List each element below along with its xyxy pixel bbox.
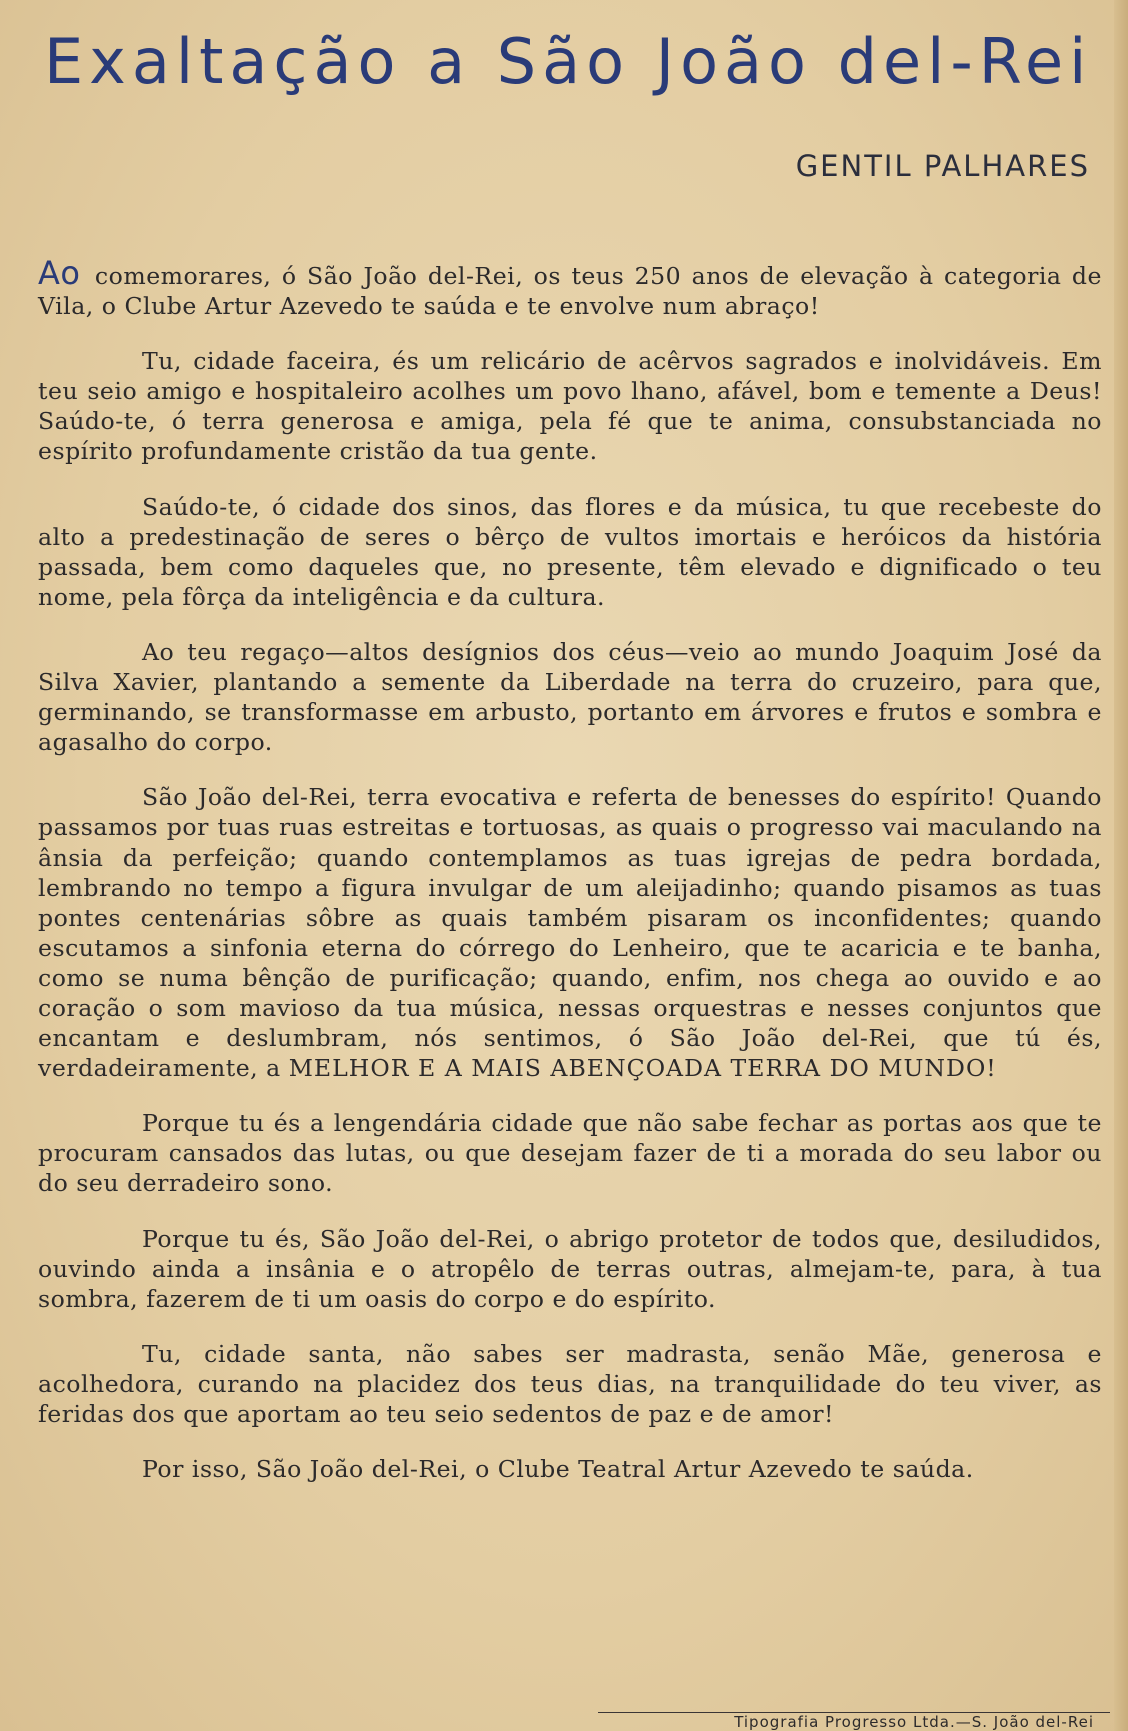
paragraph-7: Porque tu és, São João del-Rei, o abrigo protetor de todos que, desiludidos, ouvindo ainda a insânia e o atropêlo de terras outras, almejam-te, para, à tua sombra, fazerem de ti um oasis do corpo e do espírito.: [38, 1224, 1102, 1313]
paragraph-5-text: São João del-Rei, terra evocativa e referta de benesses do espírito! Quando passamos por tuas ruas estreitas e tortuosas, as quais o progresso vai maculando na ânsia da perfeição; quando contemplamos as tuas igrejas de pedra bordada, lembrando no tempo a figura invulgar de um aleijadinho; quando pisamos as tuas pontes centenárias sôbre as quais também pisaram os inconfidentes; quando escutamos a sinfonia eterna do córrego do Lenheiro, que te acaricia e te banha, como se numa bênção de purificação; quando, enfim, nos chega ao ouvido e ao coração o som mavioso da tua música, nessas orquestras e nesses conjuntos que encantam e deslumbram, nós sentimos, ó São João del-Rei, que tú és, verdadeiramente, a: [38, 783, 1102, 1083]
paragraph-5-emphasis: MELHOR E A MAIS ABENÇOADA TERRA DO MUNDO!: [288, 1054, 997, 1083]
author-name: GENTIL PALHARES: [795, 149, 1090, 183]
paragraph-9: Por isso, São João del-Rei, o Clube Teatral Artur Azevedo te saúda.: [142, 1455, 974, 1484]
printer-credit: Tipografia Progresso Ltda.—S. João del-Rei: [734, 1713, 1094, 1731]
page-title: Exaltação a São João del-Rei: [44, 25, 1093, 98]
paragraph-4: Ao teu regaço—altos desígnios dos céus—veio ao mundo Joaquim José da Silva Xavier, plantando a semente da Liberdade na terra do cruzeiro, para que, germinando, se transformasse em arbusto, portanto em árvores e frutos e sombra e agasalho do corpo.: [38, 637, 1102, 757]
paragraph-5: [38, 782, 1102, 1083]
paragraph-2: Tu, cidade faceira, és um relicário de acêrvos sagrados e inolvidáveis. Em teu seio amigo e hospitaleiro acolhes um povo lhano, afável, bom e temente a Deus! Saúdo-te, ó terra generosa e amiga, pela fé que te anima, consubstanciada no espírito profundamente cristão da tua gente.: [38, 347, 1102, 466]
paragraph-6: Porque tu és a lengendária cidade que não sabe fechar as portas aos que te procuram cansados das lutas, ou que desejam fazer de ti a morada do seu labor ou do seu derradeiro sono.: [38, 1109, 1102, 1198]
paragraph-8: Tu, cidade santa, não sabes ser madrasta, senão Mãe, generosa e acolhedora, curando na placidez dos teus dias, na tranquilidade do teu viver, as feridas dos que aportam ao teu seio sedentos de paz e de amor!: [38, 1339, 1102, 1428]
article-body: [38, 254, 1102, 1509]
drop-cap: Ao: [38, 254, 81, 292]
paragraph-1-text: comemorares, ó São João del-Rei, os teus 250 anos de elevação à categoria de Vila, o Clube Artur Azevedo te saúda e te envolve num abraço!: [38, 262, 1102, 321]
paragraph-1: [38, 254, 1102, 321]
paragraph-3: Saúdo-te, ó cidade dos sinos, das flores e da música, tu que recebeste do alto a predestinação de seres o bêrço de vultos imortais e heróicos da história passada, bem como daqueles que, no presente, têm elevado e dignificado o teu nome, pela fôrça da inteligência e da cultura.: [38, 492, 1102, 611]
paper-edge: [1114, 0, 1128, 1731]
